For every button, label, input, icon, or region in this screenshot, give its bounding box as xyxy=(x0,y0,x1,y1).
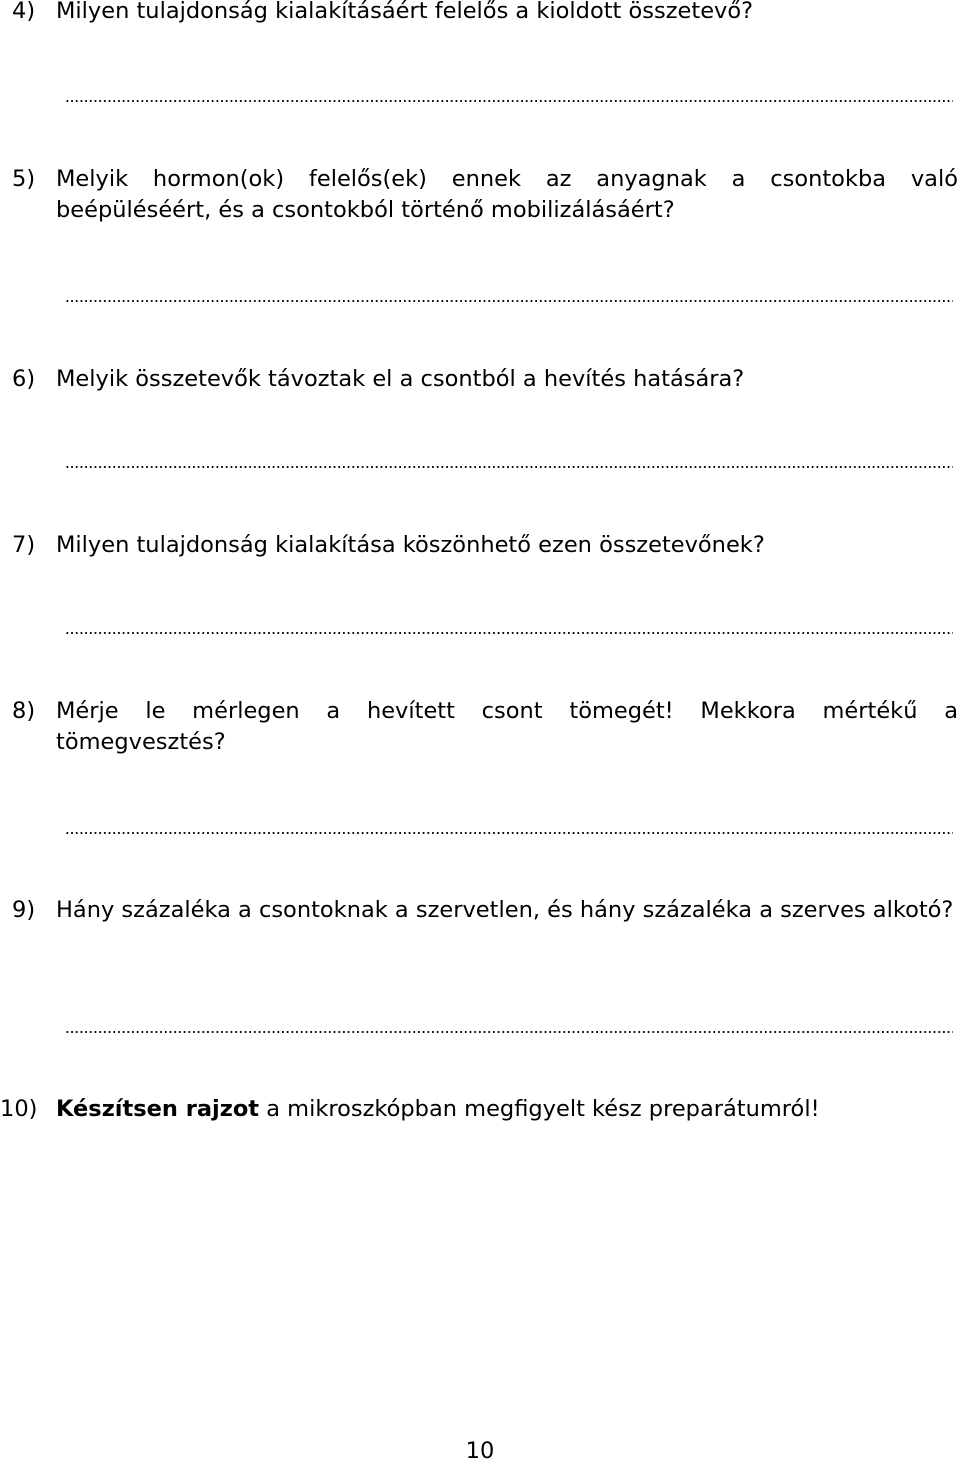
question-number: 6) xyxy=(12,366,36,392)
question-text xyxy=(56,1094,958,1125)
answer-line[interactable] xyxy=(65,465,953,469)
question-text: Milyen tulajdonság kialakítása köszönhető ezen összetevőnek? xyxy=(56,532,765,558)
question-10 xyxy=(0,1094,960,1125)
question-number: 8) xyxy=(12,698,36,724)
question-number: 10) xyxy=(0,1096,38,1122)
question-text-rest: a mikroszkópban megfigyelt kész preparátumról! xyxy=(259,1096,820,1122)
question-text: Milyen tulajdonság kialakításáért felelős a kioldott összetevő? xyxy=(56,0,754,24)
question-number: 9) xyxy=(12,897,36,923)
question-number: 5) xyxy=(12,166,36,192)
question-8 xyxy=(0,696,960,758)
question-4 xyxy=(0,0,960,27)
question-text: Hány százaléka a csontoknak a szervetlen, és hány százaléka a szerves alkotó? xyxy=(56,897,954,923)
page-number: 10 xyxy=(465,1438,495,1464)
question-text: Mérje le mérlegen a hevített csont tömegét! Mekkora mértékű a tömegvesztés? xyxy=(56,698,958,755)
question-9 xyxy=(0,895,960,926)
question-number: 7) xyxy=(12,532,36,558)
question-number: 4) xyxy=(12,0,36,24)
answer-line[interactable] xyxy=(65,1030,953,1034)
question-6 xyxy=(0,364,960,395)
question-text: Melyik összetevők távoztak el a csontból a hevítés hatására? xyxy=(56,366,745,392)
question-text: Melyik hormon(ok) felelős(ek) ennek az anyagnak a csontokba való beépüléséért, és a csontokból történő mobilizálásáért? xyxy=(56,166,958,223)
question-7 xyxy=(0,530,960,561)
answer-line[interactable] xyxy=(65,99,953,103)
question-5 xyxy=(0,164,960,226)
answer-line[interactable] xyxy=(65,631,953,635)
answer-line[interactable] xyxy=(65,299,953,303)
question-text-bold: Készítsen rajzot xyxy=(56,1096,260,1122)
answer-line[interactable] xyxy=(65,831,953,835)
